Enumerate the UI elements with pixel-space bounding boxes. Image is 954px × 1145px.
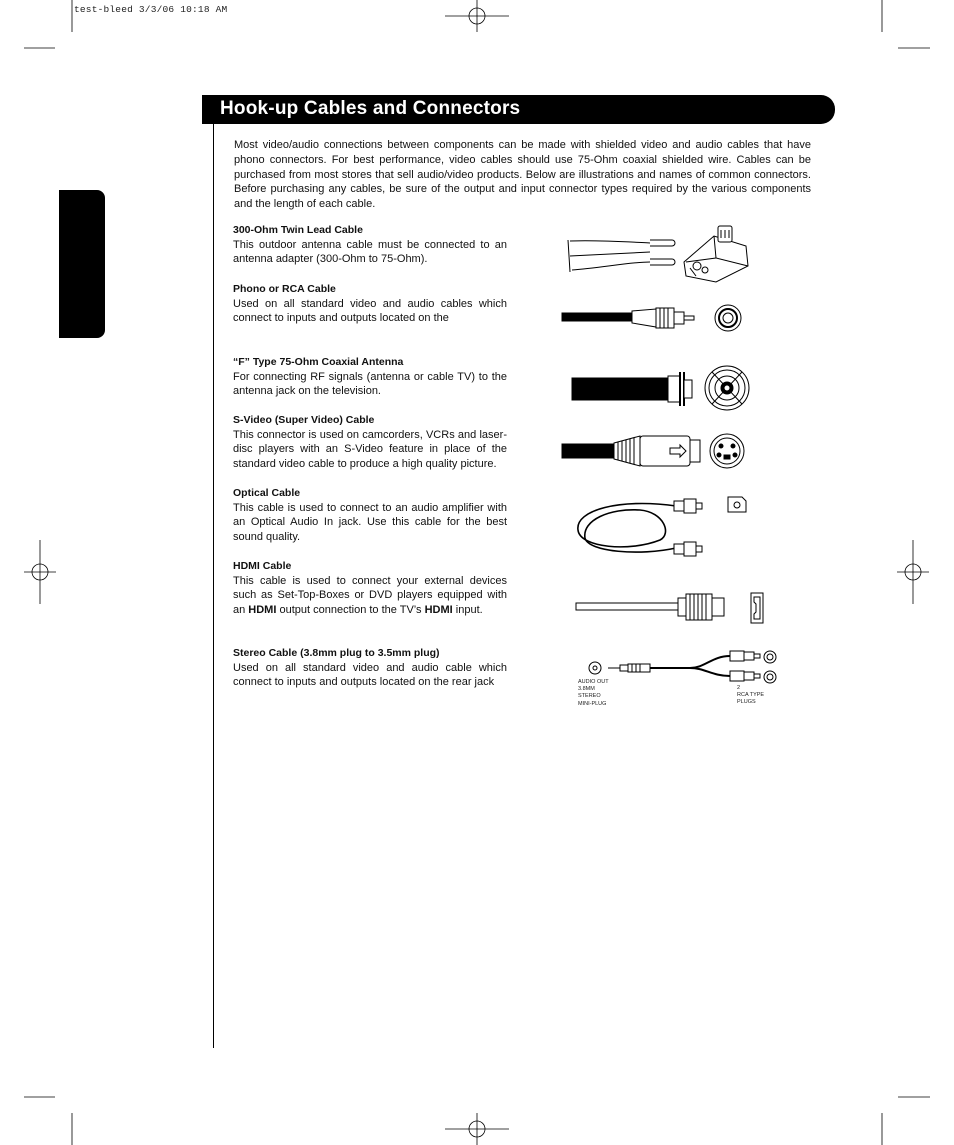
stereo-right-label bbox=[737, 685, 764, 707]
page-title: Hook-up Cables and Connectors bbox=[220, 98, 521, 119]
section-heading: 300-Ohm Twin Lead Cable bbox=[233, 224, 363, 236]
section-body: Used on all standard video and audio cable which connect to inputs and outputs located on the rear jack bbox=[233, 661, 507, 689]
hdmi-plug-icon bbox=[576, 594, 724, 620]
hdmi-jack-icon bbox=[751, 593, 763, 623]
f-type-connector-icon bbox=[572, 372, 692, 406]
stereo-left-label bbox=[578, 679, 609, 708]
section-heading: Optical Cable bbox=[233, 487, 301, 499]
hdmi-text-3: input. bbox=[452, 603, 483, 616]
section-body: For connecting RF signals (antenna or cable TV) to the antenna jack on the television. bbox=[233, 370, 507, 398]
intro-paragraph: Most video/audio connections between components can be made with shielded video and audio cables that have phono connectors. For best performance, video cables should use 75-Ohm coaxial shielded wire. Cables can be purchased from most stores that sell audio/video products. Below are illustrations and names of common connectors. Before purchasing any cables, be sure of the output and input connector types required by the various components and the length of each cable. bbox=[234, 139, 811, 211]
s-video-plug-icon bbox=[562, 436, 700, 466]
section-heading: S-Video (Super Video) Cable bbox=[233, 414, 375, 426]
rca-plug-icon bbox=[562, 308, 694, 328]
hdmi-bold-2: HDMI bbox=[424, 603, 453, 616]
label-line: AUDIO OUT bbox=[578, 679, 609, 685]
rca-y-cable-icon bbox=[650, 651, 776, 683]
label-line: STEREO bbox=[578, 693, 601, 700]
stereo-mini-plug-icon bbox=[589, 662, 650, 674]
antenna-adapter-icon bbox=[684, 226, 748, 282]
label-line: 3.8MM bbox=[578, 686, 595, 693]
section-body: This cable is used to connect to an audio amplifier with an Optical Audio In jack. Use this cable for the best sound quality. bbox=[233, 501, 507, 543]
label-line: 2 bbox=[737, 685, 741, 691]
rca-jack-icon bbox=[715, 305, 741, 331]
label-line: MINI-PLUG bbox=[578, 700, 607, 707]
section-heading: Stereo Cable (3.8mm plug to 3.5mm plug) bbox=[233, 647, 440, 659]
section-body: Used on all standard video and audio cables which connect to inputs and outputs located on the bbox=[233, 297, 507, 325]
hdmi-text-2: output connection to the TV’s bbox=[276, 603, 425, 616]
hdmi-text-1: This cable is used to connect your external devices such as Set-Top-Boxes or DVD players equipped with an bbox=[233, 574, 507, 616]
section-heading: HDMI Cable bbox=[233, 560, 292, 572]
label-line: PLUGS bbox=[737, 699, 756, 706]
s-video-jack-icon bbox=[710, 434, 744, 468]
slug-line: test-bleed 3/3/06 10:18 AM bbox=[74, 4, 228, 15]
twin-lead-cable-icon bbox=[568, 240, 675, 272]
section-body: This connector is used on camcorders, VCRs and laser-disc players with an S-Video feature in place of the standard video cable to produce a high quality picture. bbox=[233, 428, 507, 470]
optical-cable-icon bbox=[578, 499, 702, 556]
label-line: RCA TYPE bbox=[737, 692, 765, 699]
section-heading: Phono or RCA Cable bbox=[233, 283, 336, 295]
section-body: This outdoor antenna cable must be connected to an antenna adapter (300-Ohm to 75-Ohm). bbox=[233, 238, 507, 266]
section-heading: “F” Type 75-Ohm Coaxial Antenna bbox=[233, 356, 404, 368]
optical-jack-icon bbox=[728, 497, 746, 512]
hdmi-bold-1: HDMI bbox=[248, 603, 277, 616]
f-type-jack-icon bbox=[705, 366, 749, 410]
